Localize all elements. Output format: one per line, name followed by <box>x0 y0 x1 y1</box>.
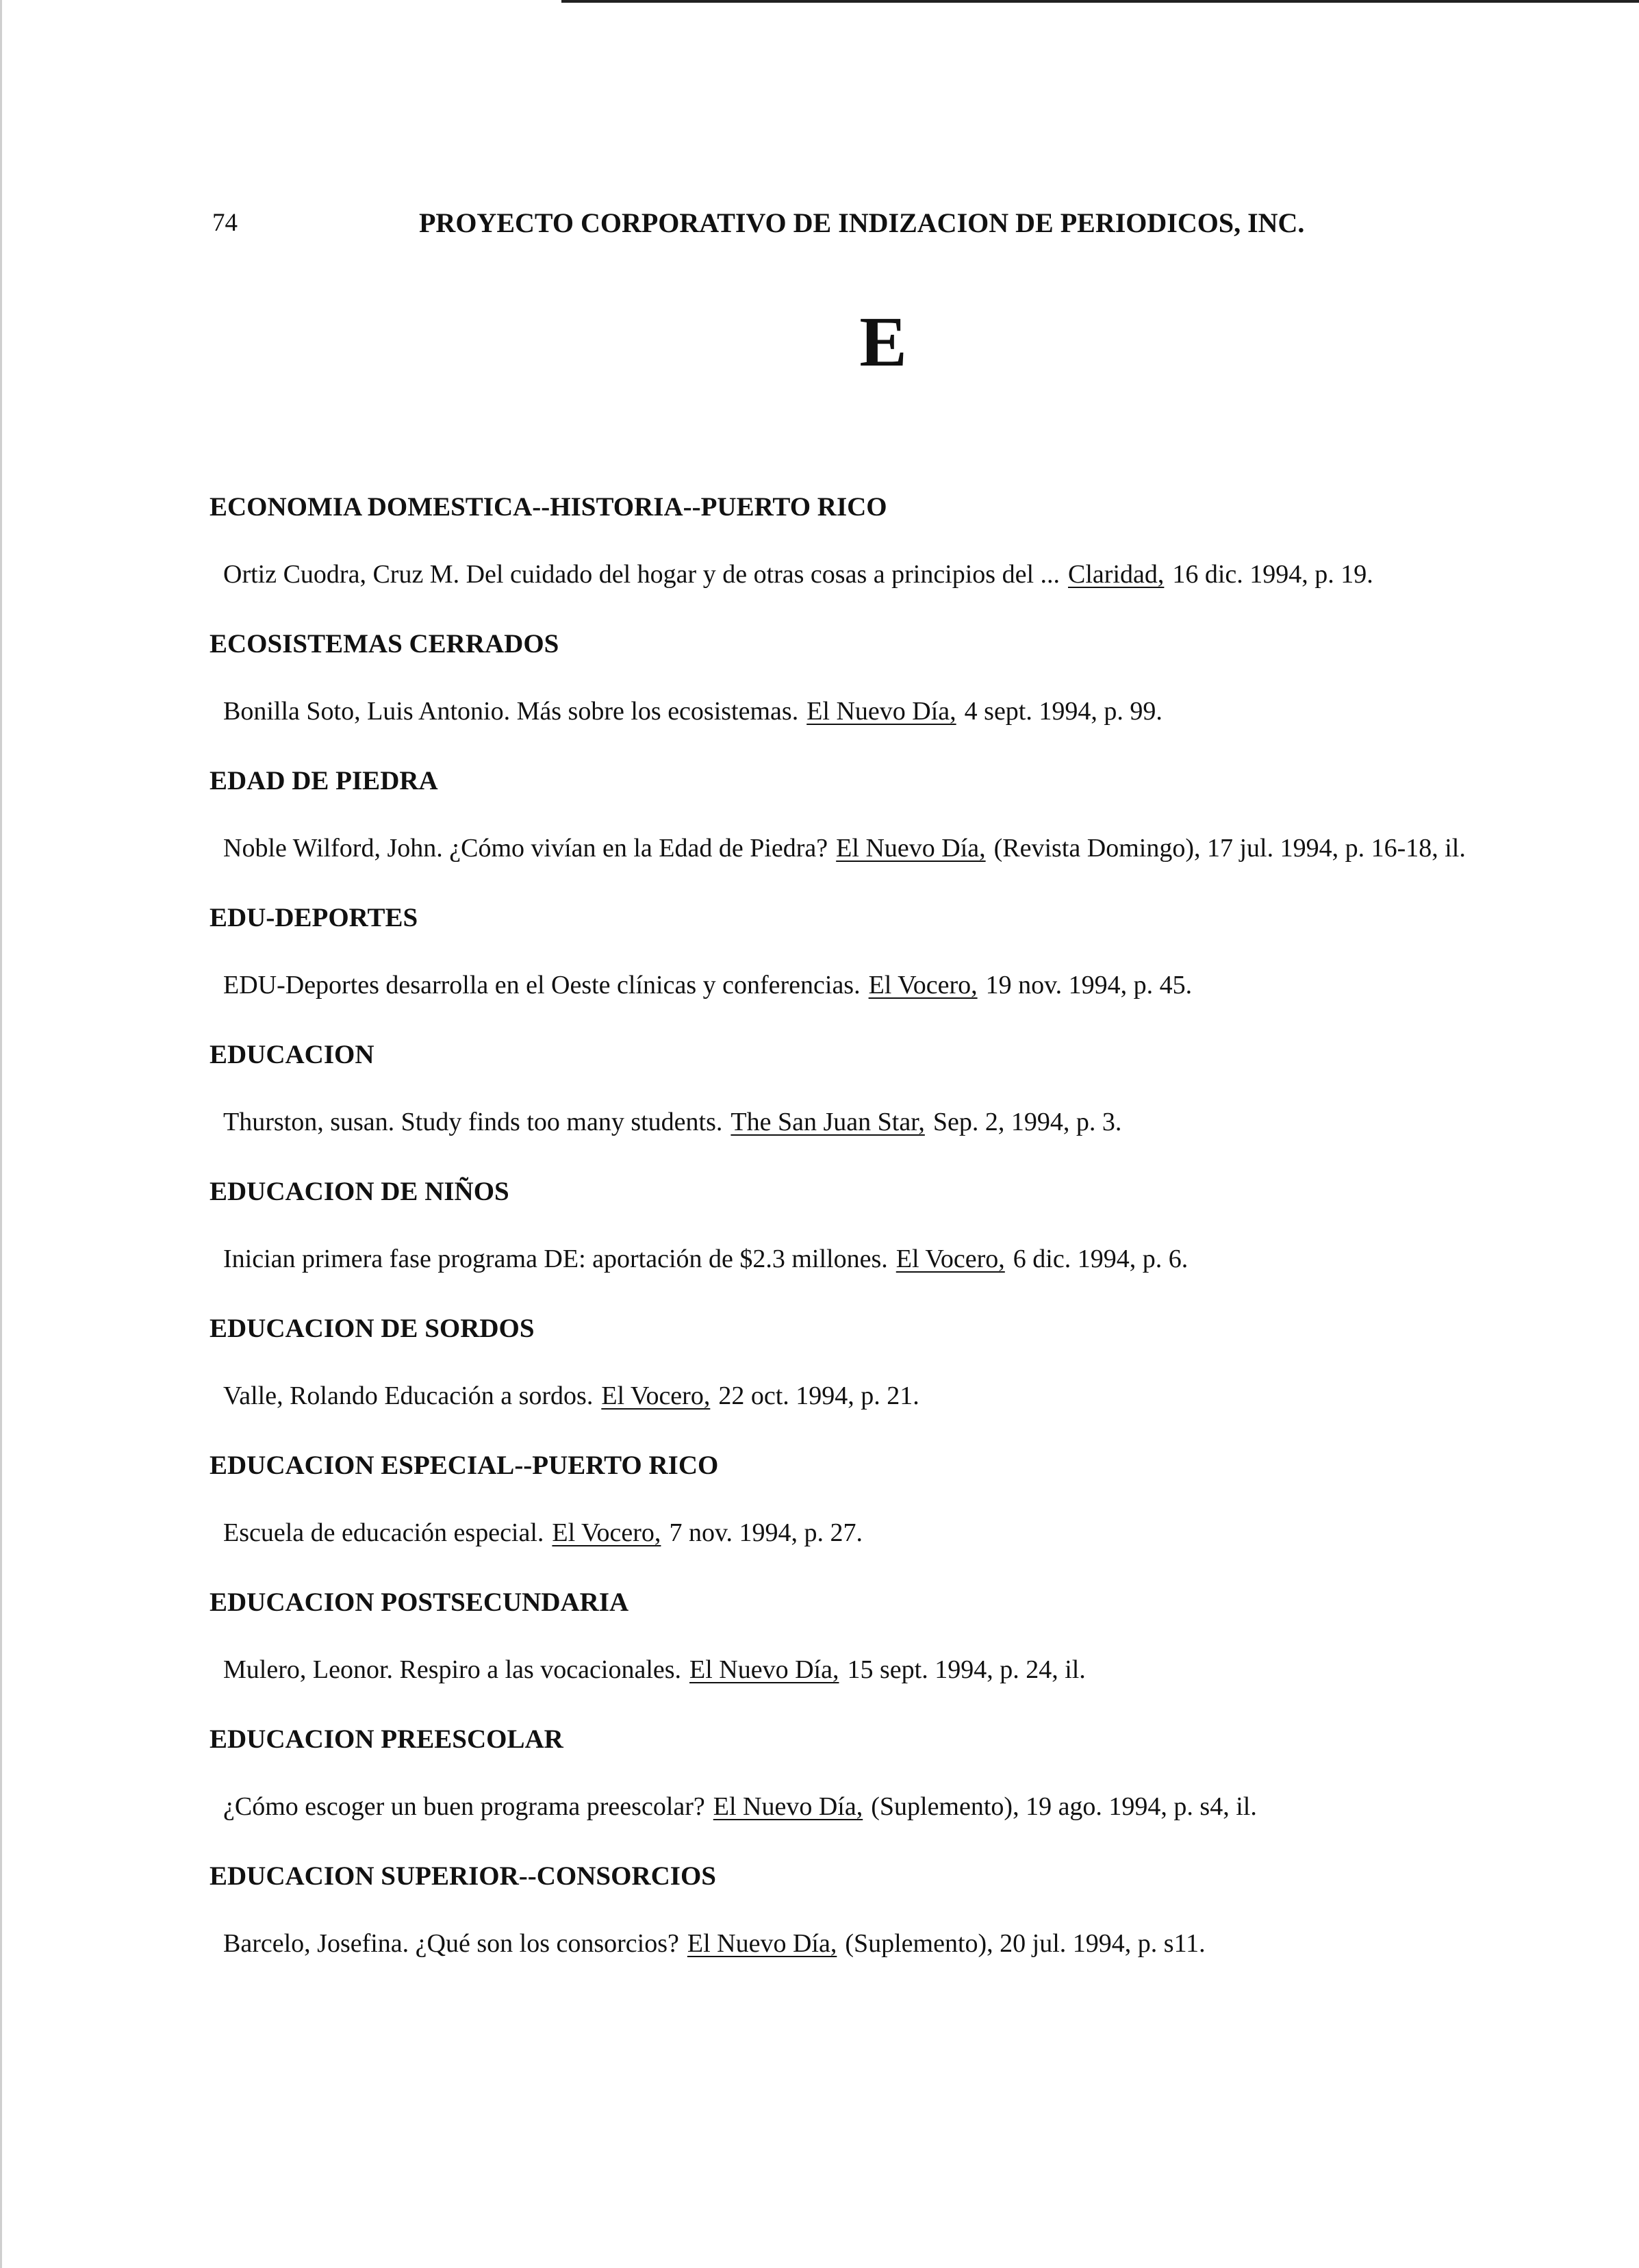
citation <box>223 1791 1565 1822</box>
citation <box>223 1517 1565 1549</box>
index-entry <box>209 1446 1565 1583</box>
citation-date: 15 sept. 1994, p. 24, il. <box>847 1655 1086 1684</box>
citation <box>223 832 1565 864</box>
periodical-title: El Nuevo Día, <box>836 834 986 863</box>
citation-text: Valle, Rolando Educación a sordos. <box>223 1381 594 1410</box>
index-entry <box>209 1857 1565 1993</box>
citation-text: Inician primera fase programa DE: aportación de $2.3 millones. <box>223 1245 888 1273</box>
citation-text: Ortiz Cuodra, Cruz M. Del cuidado del hogar y de otras cosas a principios del ... <box>223 560 1060 589</box>
subject-heading: EDU-DEPORTES <box>209 903 418 932</box>
periodical-title: El Vocero, <box>601 1381 711 1410</box>
citation <box>223 1243 1565 1275</box>
citation <box>223 1928 1565 1959</box>
subject-heading: EDUCACION DE SORDOS <box>209 1314 535 1343</box>
periodical-title: Claridad, <box>1068 560 1165 589</box>
page-number: 74 <box>212 209 238 237</box>
subject-heading: ECONOMIA DOMESTICA--HISTORIA--PUERTO RICO <box>209 492 887 522</box>
citation-date: 7 nov. 1994, p. 27. <box>669 1518 863 1547</box>
index-entries <box>209 487 1565 1993</box>
citation-date: 22 oct. 1994, p. 21. <box>718 1381 919 1410</box>
citation-date: 6 dic. 1994, p. 6. <box>1013 1245 1189 1273</box>
index-entry <box>209 1309 1565 1446</box>
section-letter: E <box>859 303 907 381</box>
periodical-title: The San Juan Star, <box>730 1108 925 1136</box>
header-title: PROYECTO CORPORATIVO DE INDIZACION DE PERIODICOS, INC. <box>419 207 1305 238</box>
citation-text: Mulero, Leonor. Respiro a las vocacionales. <box>223 1655 682 1684</box>
citation <box>223 969 1565 1001</box>
citation <box>223 559 1565 590</box>
citation-date: (Revista Domingo), 17 jul. 1994, p. 16-18, il. <box>993 834 1466 863</box>
scan-top-border <box>561 0 1639 3</box>
subject-heading: EDUCACION <box>209 1040 374 1069</box>
citation-date: 16 dic. 1994, p. 19. <box>1172 560 1373 589</box>
citation-text: Bonilla Soto, Luis Antonio. Más sobre los ecosistemas. <box>223 697 799 726</box>
citation <box>223 696 1565 727</box>
index-entry <box>209 1720 1565 1857</box>
periodical-title: El Vocero, <box>552 1518 661 1547</box>
subject-heading: EDUCACION PREESCOLAR <box>209 1724 563 1754</box>
subject-heading: ECOSISTEMAS CERRADOS <box>209 629 559 659</box>
citation <box>223 1654 1565 1685</box>
index-entry <box>209 624 1565 761</box>
citation-text: Escuela de educación especial. <box>223 1518 544 1547</box>
citation <box>223 1380 1565 1412</box>
citation <box>223 1106 1565 1138</box>
citation-text: ¿Cómo escoger un buen programa preescolar? <box>223 1792 705 1821</box>
index-entry <box>209 1583 1565 1720</box>
citation-date: 4 sept. 1994, p. 99. <box>964 697 1162 726</box>
citation-text: Thurston, susan. Study finds too many students. <box>223 1108 723 1136</box>
citation-date: 19 nov. 1994, p. 45. <box>985 971 1193 999</box>
index-entry <box>209 487 1565 624</box>
citation-date: (Suplemento), 19 ago. 1994, p. s4, il. <box>871 1792 1257 1821</box>
citation-date: Sep. 2, 1994, p. 3. <box>932 1108 1122 1136</box>
citation-text: Barcelo, Josefina. ¿Qué son los consorcios? <box>223 1929 679 1958</box>
subject-heading: EDUCACION DE NIÑOS <box>209 1177 509 1206</box>
index-entry <box>209 898 1565 1035</box>
index-entry <box>209 761 1565 898</box>
citation-text: EDU-Deportes desarrolla en el Oeste clínicas y conferencias. <box>223 971 861 999</box>
subject-heading: EDUCACION SUPERIOR--CONSORCIOS <box>209 1861 716 1891</box>
citation-text: Noble Wilford, John. ¿Cómo vivían en la Edad de Piedra? <box>223 834 828 863</box>
citation-date: (Suplemento), 20 jul. 1994, p. s11. <box>845 1929 1206 1958</box>
periodical-title: El Nuevo Día, <box>689 1655 839 1684</box>
index-entry <box>209 1035 1565 1172</box>
periodical-title: El Nuevo Día, <box>806 697 956 726</box>
index-entry <box>209 1172 1565 1309</box>
periodical-title: El Nuevo Día, <box>713 1792 863 1821</box>
periodical-title: El Vocero, <box>868 971 978 999</box>
subject-heading: EDUCACION ESPECIAL--PUERTO RICO <box>209 1451 719 1480</box>
subject-heading: EDUCACION POSTSECUNDARIA <box>209 1588 629 1617</box>
periodical-title: El Nuevo Día, <box>687 1929 837 1958</box>
running-header <box>209 203 1387 244</box>
periodical-title: El Vocero, <box>895 1245 1005 1273</box>
subject-heading: EDAD DE PIEDRA <box>209 766 438 795</box>
scan-left-edge <box>0 0 2 2268</box>
